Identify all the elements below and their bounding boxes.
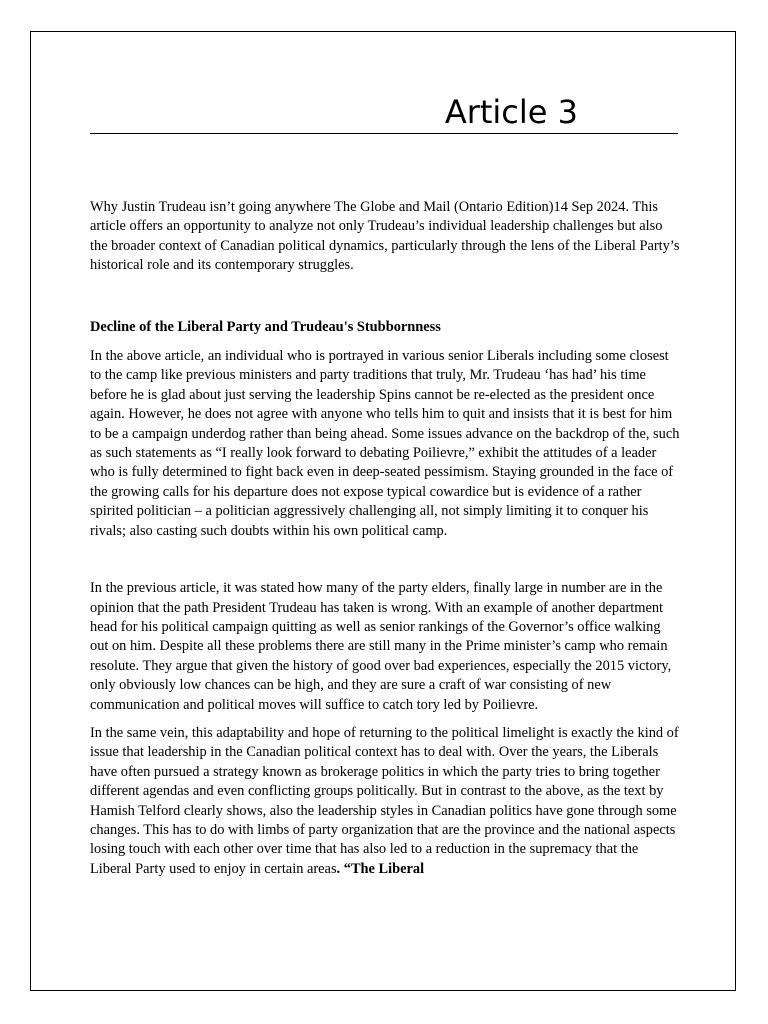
section-heading: Decline of the Liberal Party and Trudeau's Stubbornness bbox=[90, 318, 441, 335]
document-body bbox=[90, 198, 680, 879]
body-paragraph-3-text: In the same vein, this adaptability and hope of returning to the political limelight is exactly the kind of issue that leadership in the Canadian political context has to deal with. Over the years, the Liberals have often pursued a strategy known as brokerage politics in which the party tries to bring together different agendas and even conflicting groups politically. But in contrast to the above, as the text by Hamish Telford clearly shows, also the leadership styles in Canadian politics have gone through some changes. This has to do with limbs of party organization that are the province and the national aspects losing touch with each other over time that has also led to a reduction in the supremacy that the Liberal Party used to enjoy in certain areas bbox=[90, 724, 679, 877]
body-paragraph-1: In the above article, an individual who is portrayed in various senior Liberals including some closest to the camp like previous ministers and party traditions that truly, Mr. Trudeau ‘has had’ his time before he is glad about just serving the leadership Spins cannot be re-elected as the president once again. However, he does not agree with anyone who tells him to quit and insists that it is best for him to be a campaign underdog rather than being ahead. Some issues advance on the backdrop of the, such as such statements as “I really look forward to debating Poilievre,” exhibit the attitudes of a leader who is fully determined to fight back even in deep-seated pessimism. Staying grounded in the face of the growing calls for his departure does not expose typical cowardice but is evidence of a rather spirited politician – a politician aggressively challenging all, not simply limiting it to conquer his rivals; also casting such doubts within his own political camp. bbox=[90, 348, 680, 539]
body-paragraph-3-bold-tail: . “The Liberal bbox=[336, 860, 425, 877]
intro-paragraph: Why Justin Trudeau isn’t going anywhere The Globe and Mail (Ontario Edition)14 Sep 2024. This article offers an opportunity to analyze not only Trudeau’s individual leadership challenges but also the broader context of Canadian political dynamics, particularly through the lens of the Liberal Party’s historical role and its contemporary struggles. bbox=[90, 199, 680, 274]
body-paragraph-3 bbox=[90, 724, 680, 879]
body-paragraph-2: In the previous article, it was stated how many of the party elders, finally large in number are in the opinion that the path President Trudeau has taken is wrong. With an example of another department head for his political campaign quitting as well as senior rankings of the Governor’s office walking out on him. Despite all these problems there are still many in the Prime minister’s camp who remain resolute. They argue that given the history of good over bad experiences, especially the 2015 victory, only obviously low chances can be high, and they are sure a craft of war consisting of new communication and political moves will suffice to catch tory led by Poilievre. bbox=[90, 580, 672, 713]
title-underline bbox=[90, 133, 678, 134]
document-title: Article 3 bbox=[444, 93, 578, 131]
